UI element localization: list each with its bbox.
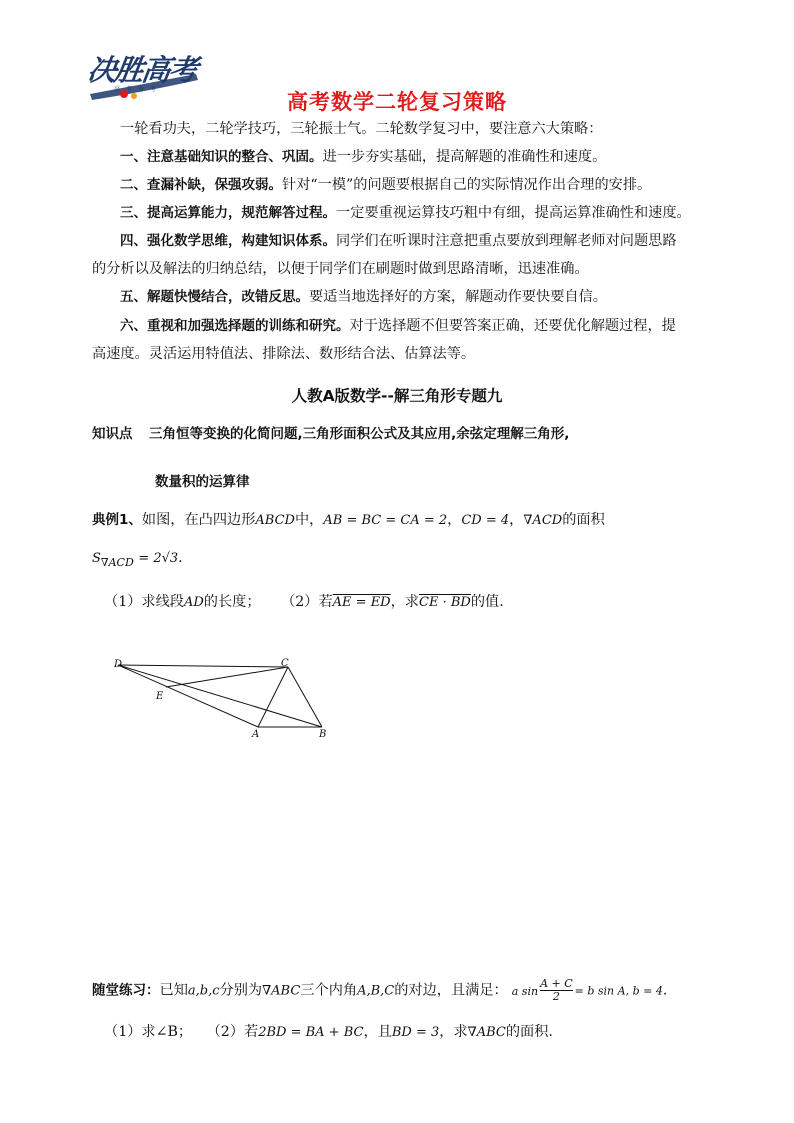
- strategy-3: [120, 203, 691, 223]
- question-2-expr: CE · BD: [419, 595, 471, 610]
- label-c: C: [281, 658, 289, 669]
- area-value: = 2√3: [138, 551, 179, 566]
- practice-vars: a,b,c: [187, 983, 220, 999]
- strategy-4-text: 同学们在听课时注意把重点要放到理解老师对问题思路: [336, 233, 677, 249]
- practice-question-2-tri: ∇ABC: [467, 1025, 506, 1040]
- practice-questions: [104, 1022, 553, 1043]
- example-1: [92, 510, 605, 531]
- fraction-denominator: 2: [552, 990, 560, 1003]
- question-1-end: 的长度；: [203, 594, 261, 610]
- strategy-2: [120, 175, 651, 195]
- practice-text: 三个内角: [300, 982, 358, 999]
- page-title: 高考数学二轮复习策略: [287, 90, 507, 114]
- segment-da: [118, 665, 258, 727]
- knowledge-line2: 数量积的运算律: [155, 474, 250, 490]
- section-title: 人教A版数学--解三角形专题九: [291, 387, 503, 405]
- intro-text: 一轮看功夫，二轮学技巧，三轮振士气。二轮数学复习中，要注意六大策略：: [120, 121, 603, 137]
- strategy-4: [120, 231, 677, 251]
- example-quad: ABCD: [255, 513, 295, 528]
- equation-right: = b sin A, b = 4: [574, 984, 663, 998]
- practice-question-2: （2）若: [206, 1024, 259, 1040]
- practice-question-2-expr: 2BD = BA + BC: [258, 1025, 364, 1040]
- strategy-6-text: 对于选择题不但要答案正确，还要优化解题过程，提: [349, 318, 676, 334]
- strategy-6-cont: 高速度。灵活运用特值法、排除法、数形结合法、估算法等。: [92, 346, 476, 362]
- logo-subtext: 高 考 备 考: [114, 86, 158, 93]
- strategy-5-bold: 五、解题快慢结合，改错反思。: [120, 289, 309, 305]
- practice-text: 已知: [159, 982, 188, 999]
- strategy-1: [120, 147, 606, 167]
- practice-label: 随堂练习：: [92, 982, 160, 999]
- strategy-4-cont: 的分析以及解法的归纳总结，以便于同学们在刷题时做到思路清晰，迅速准确。: [92, 261, 589, 277]
- segment-ec: [166, 667, 288, 687]
- equation-left: a sin: [511, 984, 539, 998]
- strategy-3-bold: 三、提高运算能力，规范解答过程。: [120, 205, 336, 221]
- question-2: （2）若: [281, 594, 333, 610]
- example-text: 中，: [294, 512, 324, 528]
- label-d: D: [114, 659, 123, 670]
- practice-question-2-cond: BD = 3: [391, 1025, 440, 1040]
- practice-angles: A,B,C: [357, 983, 395, 999]
- strategy-5-text: 要适当地选择好的方案，解题动作要快要自信。: [309, 289, 607, 305]
- example-text: 如图，在凸四边形: [141, 512, 256, 528]
- strategy-1-bold: 一、注意基础知识的整合、巩固。: [120, 149, 323, 165]
- question-2-condition: AE = ED: [332, 595, 391, 610]
- strategy-6: [120, 316, 676, 336]
- practice-triangle: ∇ABC: [262, 983, 301, 999]
- knowledge-label: 知识点: [92, 426, 133, 442]
- example-condition: AB = BC = CA = 2: [323, 513, 448, 528]
- quadrilateral-figure: [100, 655, 340, 745]
- example-condition: CD = 4: [461, 513, 510, 528]
- example-text: 的面积: [562, 512, 605, 528]
- label-e: E: [156, 691, 164, 702]
- knowledge-point: [92, 424, 569, 444]
- example-questions: [104, 592, 504, 613]
- example-sep: ，: [509, 512, 524, 528]
- logo-text: 决胜高考: [85, 53, 199, 87]
- practice: [92, 978, 667, 1003]
- segment-dc: [118, 665, 288, 667]
- strategy-5: [120, 287, 607, 307]
- practice-question-1: （1）求∠B；: [104, 1024, 193, 1040]
- area-subscript: ∇ACD: [100, 555, 134, 569]
- segment-ca: [258, 667, 288, 727]
- strategy-2-bold: 二、查漏补缺，保强攻弱。: [120, 177, 282, 193]
- question-1: （1）求线段: [104, 594, 184, 610]
- equation-end: .: [662, 982, 668, 999]
- example-area: [92, 548, 183, 573]
- example-label: 典例1、: [92, 512, 142, 528]
- practice-question-2-mid: ，且: [363, 1024, 392, 1040]
- segment-db: [118, 665, 322, 727]
- practice-question-2-mid: ，求: [439, 1024, 468, 1040]
- example-sep: ，: [447, 512, 462, 528]
- strategy-4-bold: 四、强化数学思维，构建知识体系。: [120, 233, 336, 249]
- knowledge-line1: 三角恒等变换的化简问题,三角形面积公式及其应用,余弦定理解三角形,: [149, 426, 570, 442]
- practice-question-2-end: 的面积.: [505, 1024, 553, 1040]
- question-2-end: 的值.: [470, 594, 504, 610]
- question-1-var: AD: [183, 595, 204, 610]
- label-a: A: [252, 729, 260, 740]
- strategy-1-text: 进一步夯实基础，提高解题的准确性和速度。: [322, 149, 607, 165]
- fraction-numerator: A + C: [540, 977, 573, 990]
- area-symbol: S: [92, 551, 101, 566]
- equation-fraction: [540, 978, 573, 1003]
- question-2-mid: ，求: [390, 594, 419, 610]
- area-end: .: [178, 550, 183, 566]
- practice-text: 的对边，且满足：: [394, 982, 508, 999]
- practice-text: 分别为: [219, 982, 263, 999]
- label-b: B: [319, 729, 327, 740]
- strategy-2-text: 针对“一模”的问题要根据自己的实际情况作出合理的安排。: [282, 177, 652, 193]
- strategy-3-text: 一定要重视运算技巧粗中有细，提高运算准确性和速度。: [336, 205, 691, 221]
- strategy-6-bold: 六、重视和加强选择题的训练和研究。: [120, 318, 350, 334]
- example-triangle: ∇ACD: [523, 513, 563, 528]
